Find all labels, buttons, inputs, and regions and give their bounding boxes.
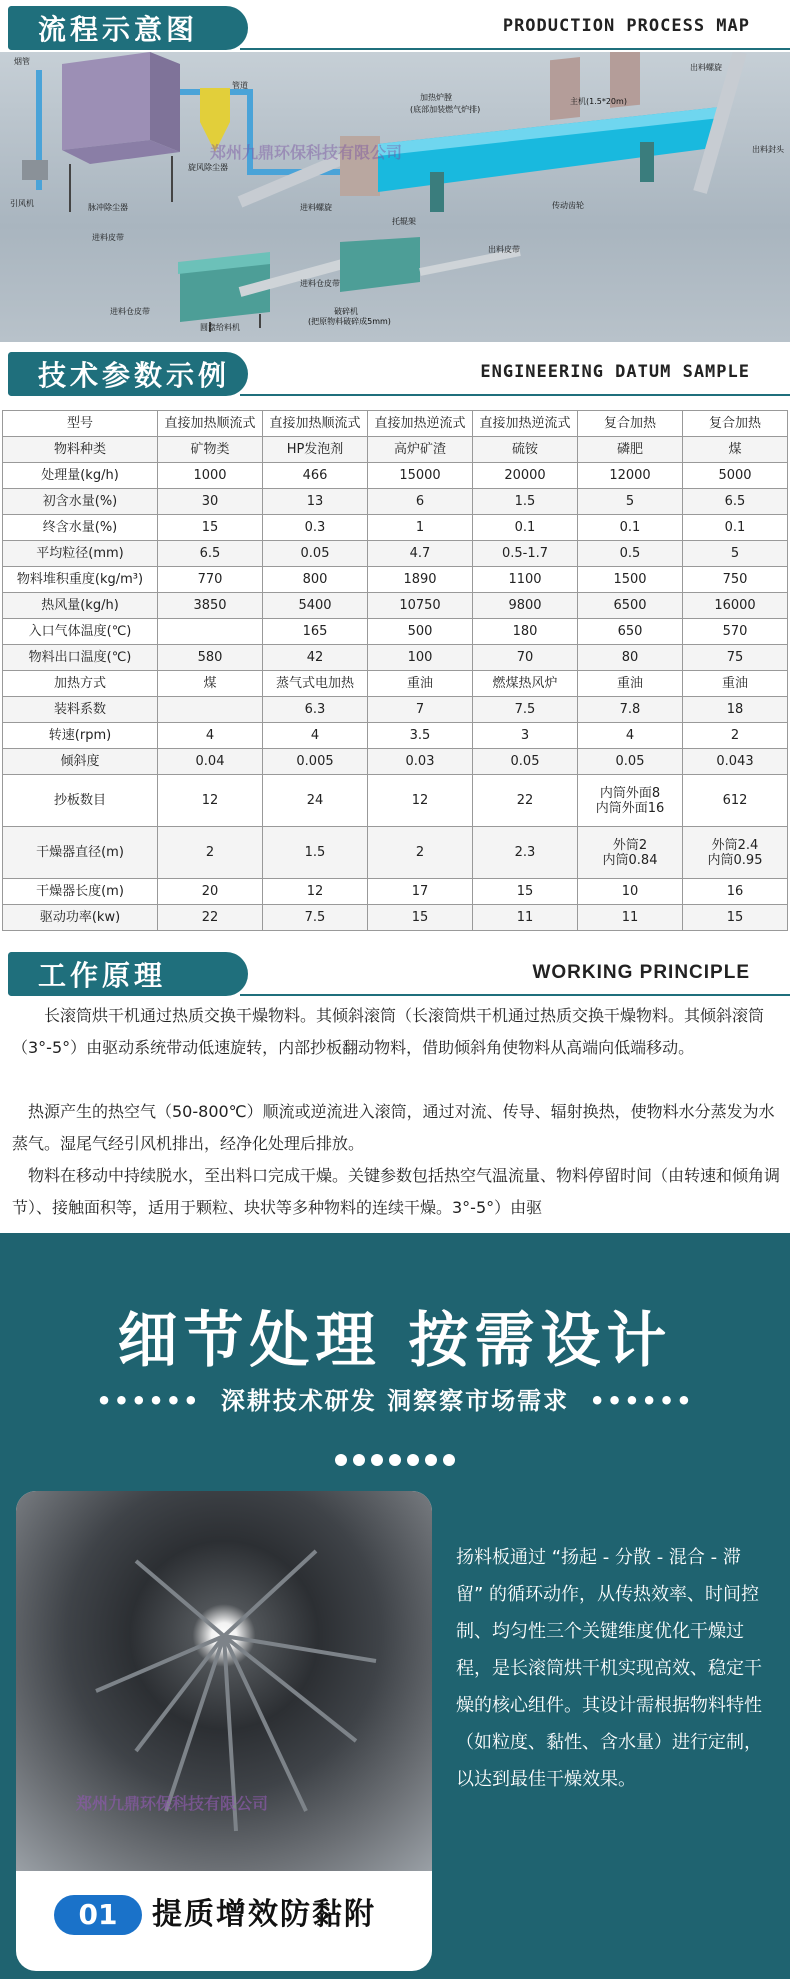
table-row xyxy=(3,515,788,541)
header-rule xyxy=(240,994,790,996)
table-cell: 15 xyxy=(158,515,263,541)
table-cell: 直接加热逆流式 xyxy=(473,411,578,437)
table-cell: 20 xyxy=(158,879,263,905)
table-cell: 12 xyxy=(368,775,473,827)
table-row xyxy=(3,879,788,905)
principle-paragraph-2: 热源产生的热空气（50-800℃）顺流或逆流进入滚筒，通过对流、传导、辐射换热，使物料水分蒸发为水蒸气。湿尾气经引风机排出，经净化处理后排放。 xyxy=(12,1102,775,1153)
label-chimney: 烟管 xyxy=(14,57,30,66)
table-cell: 18 xyxy=(683,697,788,723)
table-cell: 0.5 xyxy=(578,541,683,567)
table-cell: 6.5 xyxy=(683,489,788,515)
table-cell: 12000 xyxy=(578,463,683,489)
table-cell: 20000 xyxy=(473,463,578,489)
table-row xyxy=(3,593,788,619)
table-cell: 80 xyxy=(578,645,683,671)
table-row xyxy=(3,723,788,749)
row-header-cell: 干燥器直径(m) xyxy=(3,827,158,879)
principle-paragraph-1: 长滚筒烘干机通过热质交换干燥物料。其倾斜滚筒（长滚筒烘干机通过热质交换干燥物料。其倾斜滚筒（3°-5°）由驱动系统带动低速旋转，内部抄板翻动物料，借助倾斜角使物料从高端向低端移动。 xyxy=(12,1006,765,1057)
label-heat-furnace-sub: (底部加装燃气炉排) xyxy=(410,105,481,114)
table-row xyxy=(3,775,788,827)
drum-interior-photo xyxy=(16,1491,432,1871)
table-cell xyxy=(158,619,263,645)
table-row xyxy=(3,463,788,489)
table-cell: 16000 xyxy=(683,593,788,619)
table-row xyxy=(3,645,788,671)
label-support: 托辊架 xyxy=(392,217,416,226)
label-drive-gear: 传动齿轮 xyxy=(552,201,584,210)
subtitle-deco-left: •••••• xyxy=(96,1387,201,1415)
table-row xyxy=(3,619,788,645)
table-cell: 0.1 xyxy=(578,515,683,541)
row-header-cell: 转速(rpm) xyxy=(3,723,158,749)
table-cell: 重油 xyxy=(368,671,473,697)
table-cell: 9800 xyxy=(473,593,578,619)
table-cell: 1.5 xyxy=(473,489,578,515)
table-cell: 1890 xyxy=(368,567,473,593)
table-cell: 4 xyxy=(263,723,368,749)
table-cell: 500 xyxy=(368,619,473,645)
table-cell: HP发泡剂 xyxy=(263,437,368,463)
table-cell: 466 xyxy=(263,463,368,489)
table-cell: 0.043 xyxy=(683,749,788,775)
table-cell: 硫铵 xyxy=(473,437,578,463)
row-header-cell: 驱动功率(kw) xyxy=(3,905,158,931)
table-cell: 重油 xyxy=(683,671,788,697)
table-cell: 1.5 xyxy=(263,827,368,879)
table-cell: 6.5 xyxy=(158,541,263,567)
table-cell: 3.5 xyxy=(368,723,473,749)
photo-watermark: 郑州九鼎环保科技有限公司 xyxy=(76,1794,269,1813)
table-cell: 高炉矿渣 xyxy=(368,437,473,463)
table-cell: 15 xyxy=(683,905,788,931)
table-cell: 0.04 xyxy=(158,749,263,775)
table-cell: 6.3 xyxy=(263,697,368,723)
diagram-watermark: 郑州九鼎环保科技有限公司 xyxy=(210,143,403,162)
dot xyxy=(371,1454,383,1466)
row-header-cell: 物料种类 xyxy=(3,437,158,463)
table-row xyxy=(3,671,788,697)
row-header-cell: 初含水量(%) xyxy=(3,489,158,515)
label-main-machine: 主机(1.5*20m) xyxy=(570,97,627,106)
table-cell: 12 xyxy=(263,879,368,905)
table-row xyxy=(3,697,788,723)
table-cell: 2 xyxy=(158,827,263,879)
row-header-cell: 加热方式 xyxy=(3,671,158,697)
pulse-dust-collector xyxy=(62,52,150,150)
dot xyxy=(389,1454,401,1466)
dot xyxy=(353,1454,365,1466)
detail-section xyxy=(0,1233,790,1979)
table-cell: 0.05 xyxy=(263,541,368,567)
feature-description: 扬料板通过 “扬起 - 分散 - 混合 - 滞留” 的循环动作，从传热效率、时间控制、均匀性三个关键维度优化干燥过程，是长滚筒烘干机实现高效、稳定干燥的核心组件。其设计需根据物料特性（如粒度、黏性、含水量）进行定制，以达到最佳干燥效果。 xyxy=(456,1547,762,1790)
table-cell: 612 xyxy=(683,775,788,827)
datum-en: ENGINEERING DATUM SAMPLE xyxy=(480,362,750,382)
table-cell: 24 xyxy=(263,775,368,827)
dot xyxy=(443,1454,455,1466)
table-cell: 0.05 xyxy=(473,749,578,775)
table-cell: 1100 xyxy=(473,567,578,593)
label-feed-belt2: 进料仓皮带 xyxy=(110,307,150,316)
label-crusher-sub: (把原物料破碎成5mm) xyxy=(308,317,391,326)
table-cell: 4 xyxy=(578,723,683,749)
table-cell: 7.5 xyxy=(263,905,368,931)
table-cell: 70 xyxy=(473,645,578,671)
table-row xyxy=(3,541,788,567)
label-feed-screw: 进料螺旋 xyxy=(300,203,332,212)
detail-title: 细节处理 按需设计 xyxy=(117,1306,673,1376)
table-cell: 12 xyxy=(158,775,263,827)
table-cell: 7 xyxy=(368,697,473,723)
header-rule xyxy=(240,48,790,50)
table-cell: 1000 xyxy=(158,463,263,489)
table-cell: 内筒外面8 内筒外面16 xyxy=(578,775,683,827)
process-diagram xyxy=(0,52,790,342)
label-crusher: 破碎机 xyxy=(334,307,358,316)
label-feed-bin: 进料仓皮带 xyxy=(300,279,340,288)
parameter-table xyxy=(2,410,788,931)
row-header-cell: 干燥器长度(m) xyxy=(3,879,158,905)
datum-header xyxy=(0,348,790,398)
label-feeder: 圆盘给料机 xyxy=(200,323,240,332)
table-cell: 2.3 xyxy=(473,827,578,879)
row-header-cell: 物料出口温度(℃) xyxy=(3,645,158,671)
table-cell: 800 xyxy=(263,567,368,593)
process-map-header xyxy=(0,2,790,52)
table-cell: 6 xyxy=(368,489,473,515)
principle-paragraph-3: 物料在移动中持续脱水，至出料口完成干燥。关键参数包括热空气温流量、物料停留时间（由转速和倾角调节）、接触面积等，适用于颗粒、块状等多种物料的连续干燥。3°-5°）由驱 xyxy=(12,1166,781,1217)
subtitle-deco-right: •••••• xyxy=(589,1387,694,1415)
table-cell: 30 xyxy=(158,489,263,515)
table-cell: 5000 xyxy=(683,463,788,489)
feature-title: 提质增效防黏附 xyxy=(152,1897,376,1932)
table-cell: 6500 xyxy=(578,593,683,619)
table-cell: 7.5 xyxy=(473,697,578,723)
table-cell: 0.05 xyxy=(578,749,683,775)
table-cell: 外筒2.4 内筒0.95 xyxy=(683,827,788,879)
principle-title: 工作原理 xyxy=(8,952,248,996)
table-cell: 0.1 xyxy=(473,515,578,541)
row-header-cell: 物料堆积重度(kg/m³) xyxy=(3,567,158,593)
process-diagram-drawing xyxy=(0,52,790,342)
label-heat-furnace: 加热炉膛 xyxy=(420,93,452,102)
table-cell: 3 xyxy=(473,723,578,749)
table-cell: 22 xyxy=(473,775,578,827)
label-outlet: 出料封头 xyxy=(752,145,784,154)
dots-decoration xyxy=(0,1451,790,1470)
table-cell: 42 xyxy=(263,645,368,671)
table-cell: 1 xyxy=(368,515,473,541)
label-cyclone: 旋风除尘器 xyxy=(188,163,228,172)
table-cell: 650 xyxy=(578,619,683,645)
table-cell: 蒸气式电加热 xyxy=(263,671,368,697)
dot xyxy=(407,1454,419,1466)
label-feed-belt: 进料皮带 xyxy=(92,233,124,242)
table-cell: 165 xyxy=(263,619,368,645)
label-pulse-dust: 脉冲除尘器 xyxy=(88,203,128,212)
table-cell: 煤 xyxy=(158,671,263,697)
dot xyxy=(335,1454,347,1466)
table-cell: 4.7 xyxy=(368,541,473,567)
table-cell: 2 xyxy=(368,827,473,879)
row-header-cell: 处理量(kg/h) xyxy=(3,463,158,489)
table-cell: 11 xyxy=(473,905,578,931)
row-header-cell: 热风量(kg/h) xyxy=(3,593,158,619)
table-cell: 直接加热逆流式 xyxy=(368,411,473,437)
row-header-cell: 型号 xyxy=(3,411,158,437)
table-cell: 7.8 xyxy=(578,697,683,723)
table-cell: 0.5-1.7 xyxy=(473,541,578,567)
table-row xyxy=(3,489,788,515)
table-cell: 1500 xyxy=(578,567,683,593)
table-cell: 5 xyxy=(578,489,683,515)
table-cell: 2 xyxy=(683,723,788,749)
row-header-cell: 终含水量(%) xyxy=(3,515,158,541)
table-cell: 570 xyxy=(683,619,788,645)
feature-number-badge: 01 xyxy=(54,1895,142,1935)
table-cell: 0.3 xyxy=(263,515,368,541)
label-fan: 引风机 xyxy=(10,199,34,208)
table-row xyxy=(3,567,788,593)
table-cell: 矿物类 xyxy=(158,437,263,463)
process-map-title: 流程示意图 xyxy=(8,6,248,50)
crusher xyxy=(340,237,420,292)
principle-en: WORKING PRINCIPLE xyxy=(532,962,750,983)
dot xyxy=(425,1454,437,1466)
table-cell: 22 xyxy=(158,905,263,931)
table-cell: 燃煤热风炉 xyxy=(473,671,578,697)
row-header-cell: 倾斜度 xyxy=(3,749,158,775)
principle-header xyxy=(0,948,790,998)
lifting-flights-drawing xyxy=(16,1491,432,1871)
table-cell: 100 xyxy=(368,645,473,671)
table-cell: 3850 xyxy=(158,593,263,619)
row-header-cell: 抄板数目 xyxy=(3,775,158,827)
table-cell: 15000 xyxy=(368,463,473,489)
process-map-en: PRODUCTION PROCESS MAP xyxy=(502,16,750,36)
table-cell: 770 xyxy=(158,567,263,593)
row-header-cell: 装料系数 xyxy=(3,697,158,723)
table-cell: 13 xyxy=(263,489,368,515)
detail-subtitle-row xyxy=(0,1381,790,1416)
table-cell: 580 xyxy=(158,645,263,671)
table-cell: 0.005 xyxy=(263,749,368,775)
header-rule xyxy=(240,394,790,396)
datum-title: 技术参数示例 xyxy=(8,352,248,396)
table-row xyxy=(3,749,788,775)
detail-subtitle: 深耕技术研发 洞察察市场需求 xyxy=(220,1387,570,1415)
label-pipe: 管道 xyxy=(232,81,248,90)
table-cell: 75 xyxy=(683,645,788,671)
table-cell: 180 xyxy=(473,619,578,645)
table-cell: 重油 xyxy=(578,671,683,697)
table-cell: 0.03 xyxy=(368,749,473,775)
table-cell: 煤 xyxy=(683,437,788,463)
table-cell: 10 xyxy=(578,879,683,905)
table-cell: 直接加热顺流式 xyxy=(263,411,368,437)
feature-card xyxy=(16,1491,432,1971)
table-cell: 10750 xyxy=(368,593,473,619)
table-cell: 5 xyxy=(683,541,788,567)
table-cell: 750 xyxy=(683,567,788,593)
table-cell: 4 xyxy=(158,723,263,749)
table-cell xyxy=(158,697,263,723)
table-row xyxy=(3,905,788,931)
table-cell: 0.1 xyxy=(683,515,788,541)
table-cell: 15 xyxy=(368,905,473,931)
table-cell: 外筒2 内筒0.84 xyxy=(578,827,683,879)
table-cell: 15 xyxy=(473,879,578,905)
induced-fan xyxy=(22,160,48,180)
table-cell: 11 xyxy=(578,905,683,931)
table-cell: 16 xyxy=(683,879,788,905)
label-out-screw: 出料螺旋 xyxy=(690,63,722,72)
table-cell: 复合加热 xyxy=(683,411,788,437)
row-header-cell: 平均粒径(mm) xyxy=(3,541,158,567)
table-cell: 5400 xyxy=(263,593,368,619)
table-header-row xyxy=(3,411,788,437)
table-cell: 17 xyxy=(368,879,473,905)
label-out-belt: 出料皮带 xyxy=(488,245,520,254)
table-cell: 直接加热顺流式 xyxy=(158,411,263,437)
table-cell: 磷肥 xyxy=(578,437,683,463)
table-row xyxy=(3,827,788,879)
table-row xyxy=(3,437,788,463)
table-cell: 复合加热 xyxy=(578,411,683,437)
row-header-cell: 入口气体温度(℃) xyxy=(3,619,158,645)
